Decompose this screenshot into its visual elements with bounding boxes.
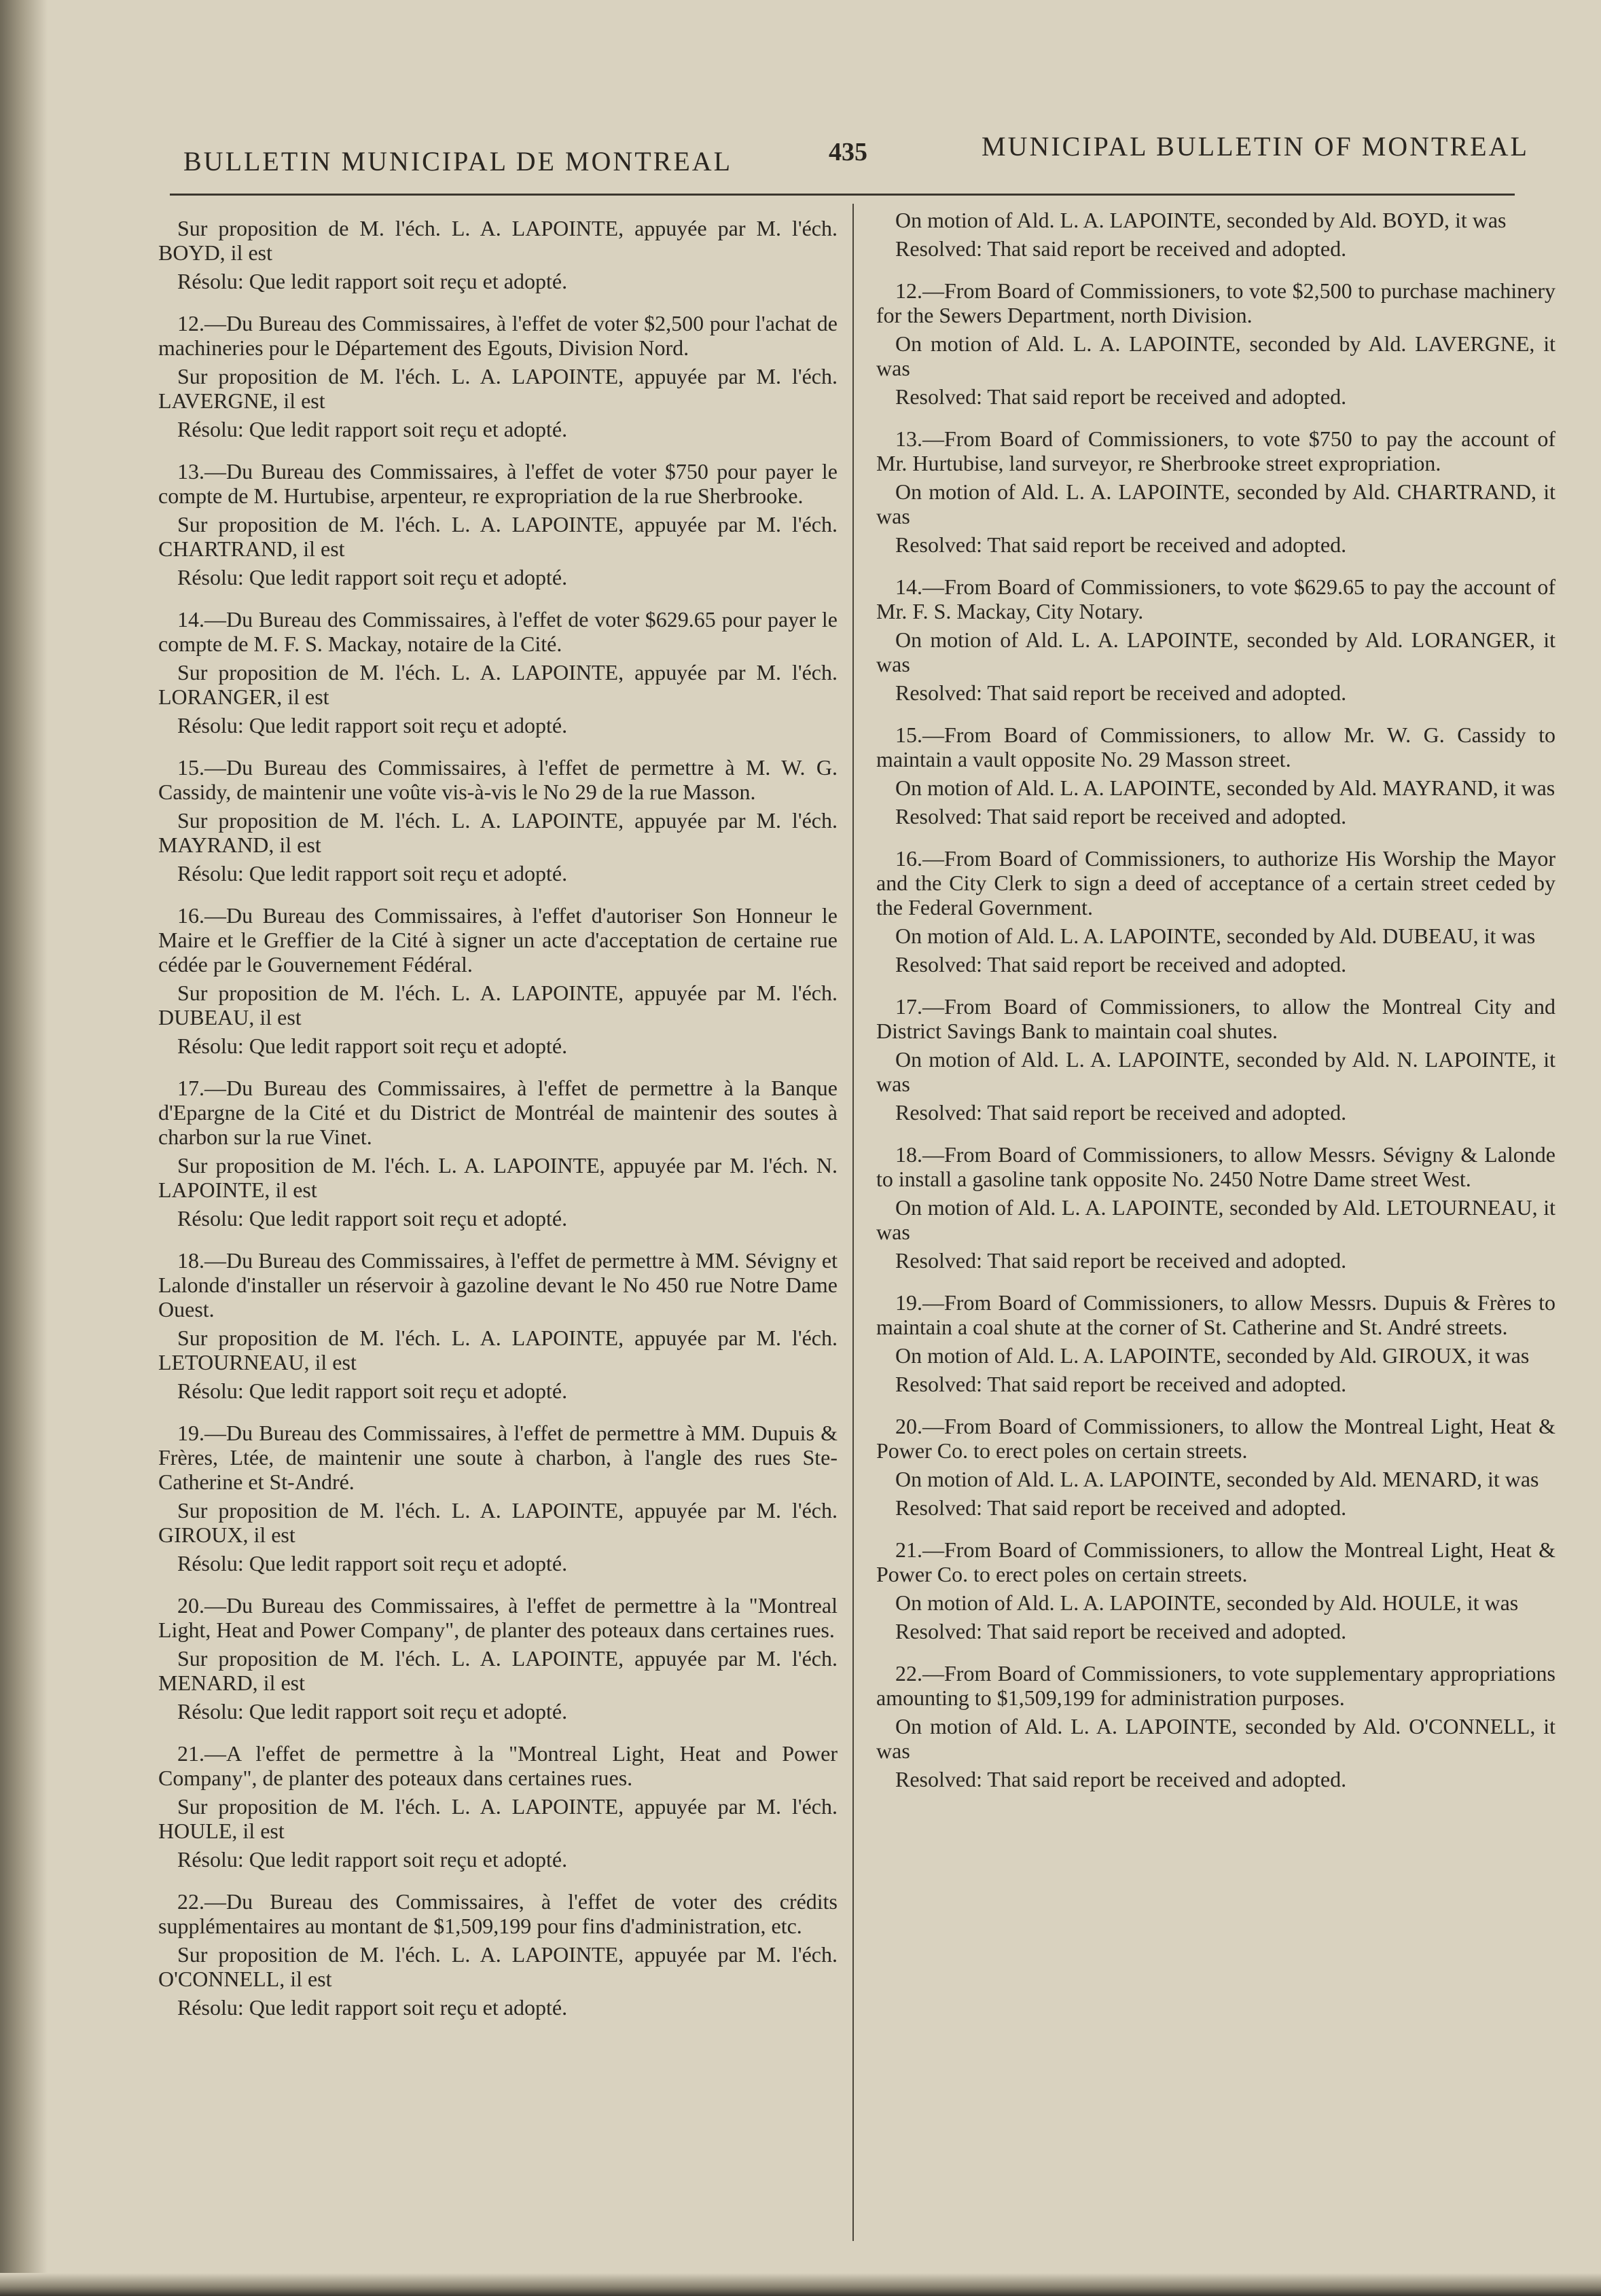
english-item (876, 426, 1555, 557)
item-heading: 19.—From Board of Commissioners, to allow Messrs. Dupuis & Frères to maintain a coal shute at the corner of St. Catherine and St. André streets. (876, 1290, 1555, 1339)
item-heading: 17.—From Board of Commissioners, to allow the Montreal City and District Savings Bank to maintain coal shutes. (876, 994, 1555, 1043)
page-number: 435 (829, 138, 867, 166)
item-resolution: Résolu: Que ledit rapport soit reçu et adopté. (177, 1847, 568, 1872)
page-gutter-shadow (0, 0, 48, 2296)
item-motion: Sur proposition de M. l'éch. L. A. LAPOINTE, appuyée par M. l'éch. MAYRAND, il est (158, 808, 838, 857)
item-heading: 14.—From Board of Commissioners, to vote $629.65 to pay the account of Mr. F. S. Mackay, City Notary. (876, 575, 1555, 623)
header-rule (170, 194, 1515, 196)
item-resolution: Resolved: That said report be received and adopted. (895, 1248, 1347, 1273)
item-resolution: Résolu: Que ledit rapport soit reçu et adopté. (177, 269, 568, 293)
item-heading: 13.—From Board of Commissioners, to vote $750 to pay the account of Mr. Hurtubise, land surveyor, re Sherbrooke street expropriation. (876, 426, 1555, 475)
item-resolution: Resolved: That said report be received and adopted. (895, 1495, 1347, 1520)
item-resolution: Résolu: Que ledit rapport soit reçu et adopté. (177, 1551, 568, 1575)
french-item (158, 1593, 838, 1724)
item-heading: 22.—Du Bureau des Commissaires, à l'effet de voter des crédits supplémentaires au montant de $1,509,199 pour fins d'administration, etc. (158, 1889, 838, 1938)
english-item (876, 1142, 1555, 1273)
english-item (876, 278, 1555, 409)
item-heading: 15.—Du Bureau des Commissaires, à l'effet de permettre à M. W. G. Cassidy, de maintenir une voûte vis-à-vis le No 29 de la rue Masson. (158, 755, 838, 804)
item-resolution: Résolu: Que ledit rapport soit reçu et adopté. (177, 1034, 568, 1058)
english-item (876, 1290, 1555, 1396)
item-heading: 21.—From Board of Commissioners, to allow the Montreal Light, Heat & Power Co. to erect poles on certain streets. (876, 1537, 1555, 1586)
french-item (158, 216, 838, 293)
french-item (158, 1421, 838, 1575)
page-bottom-shadow (0, 2273, 1601, 2296)
item-motion: On motion of Ald. L. A. LAPOINTE, seconded by Ald. DUBEAU, it was (895, 924, 1536, 948)
item-motion: Sur proposition de M. l'éch. L. A. LAPOINTE, appuyée par M. l'éch. LAVERGNE, il est (158, 364, 838, 413)
french-item (158, 1076, 838, 1231)
item-resolution: Résolu: Que ledit rapport soit reçu et adopté. (177, 1699, 568, 1724)
item-resolution: Résolu: Que ledit rapport soit reçu et adopté. (177, 1206, 568, 1231)
item-motion: On motion of Ald. L. A. LAPOINTE, seconded by Ald. MAYRAND, it was (895, 776, 1555, 800)
french-column (158, 216, 838, 2037)
item-motion: Sur proposition de M. l'éch. L. A. LAPOINTE, appuyée par M. l'éch. N. LAPOINTE, il est (158, 1153, 838, 1202)
item-motion: On motion of Ald. L. A. LAPOINTE, seconded by Ald. GIROUX, it was (895, 1343, 1530, 1368)
item-motion: Sur proposition de M. l'éch. L. A. LAPOINTE, appuyée par M. l'éch. O'CONNELL, il est (158, 1942, 838, 1991)
item-heading: 16.—From Board of Commissioners, to authorize His Worship the Mayor and the City Clerk to sign a deed of acceptance of a certain street ceded by the Federal Government. (876, 846, 1555, 919)
item-motion: On motion of Ald. L. A. LAPOINTE, seconded by Ald. O'CONNELL, it was (876, 1714, 1555, 1763)
item-motion: On motion of Ald. L. A. LAPOINTE, seconded by Ald. LORANGER, it was (876, 627, 1555, 676)
item-resolution: Resolved: That said report be received and adopted. (895, 1767, 1347, 1791)
english-item (876, 575, 1555, 705)
item-motion: Sur proposition de M. l'éch. L. A. LAPOINTE, appuyée par M. l'éch. DUBEAU, il est (158, 981, 838, 1029)
french-item (158, 1248, 838, 1403)
item-resolution: Resolved: That said report be received and adopted. (895, 236, 1347, 261)
item-heading: 16.—Du Bureau des Commissaires, à l'effet d'autoriser Son Honneur le Maire et le Greffier de la Cité à signer un acte d'acceptation de certaine rue cédée par le Gouvernement Fédéral. (158, 903, 838, 977)
item-motion: Sur proposition de M. l'éch. L. A. LAPOINTE, appuyée par M. l'éch. MENARD, il est (158, 1646, 838, 1695)
item-motion: Sur proposition de M. l'éch. L. A. LAPOINTE, appuyée par M. l'éch. BOYD, il est (158, 216, 838, 265)
item-motion: On motion of Ald. L. A. LAPOINTE, seconded by Ald. MENARD, it was (895, 1467, 1539, 1491)
item-motion: On motion of Ald. L. A. LAPOINTE, seconded by Ald. CHARTRAND, it was (876, 479, 1555, 528)
french-item (158, 459, 838, 589)
english-item (876, 1414, 1555, 1520)
item-resolution: Résolu: Que ledit rapport soit reçu et adopté. (177, 565, 568, 589)
item-resolution: Résolu: Que ledit rapport soit reçu et adopté. (177, 861, 568, 886)
item-resolution: Resolved: That said report be received and adopted. (895, 1100, 1347, 1125)
item-heading: 18.—From Board of Commissioners, to allow Messrs. Sévigny & Lalonde to install a gasoline tank opposite No. 2450 Notre Dame street West. (876, 1142, 1555, 1191)
french-item (158, 311, 838, 441)
item-resolution: Résolu: Que ledit rapport soit reçu et adopté. (177, 417, 568, 441)
item-heading: 18.—Du Bureau des Commissaires, à l'effet de permettre à MM. Sévigny et Lalonde d'installer un réservoir à gazoline devant le No 450 rue Notre Dame Ouest. (158, 1248, 838, 1322)
item-heading: 13.—Du Bureau des Commissaires, à l'effet de voter $750 pour payer le compte de M. Hurtubise, arpenteur, re expropriation de la rue Sherbrooke. (158, 459, 838, 508)
item-heading: 19.—Du Bureau des Commissaires, à l'effet de permettre à MM. Dupuis & Frères, Ltée, de maintenir une soute à charbon, à l'angle des rues Ste-Catherine et St-André. (158, 1421, 838, 1494)
english-item (876, 1661, 1555, 1791)
english-item (876, 208, 1555, 261)
item-heading: 12.—Du Bureau des Commissaires, à l'effet de voter $2,500 pour l'achat de machineries pour le Département des Egouts, Division Nord. (158, 311, 838, 360)
english-column (876, 208, 1555, 1809)
item-resolution: Résolu: Que ledit rapport soit reçu et adopté. (177, 1379, 568, 1403)
item-resolution: Resolved: That said report be received and adopted. (895, 1372, 1347, 1396)
item-heading: 22.—From Board of Commissioners, to vote supplementary appropriations amounting to $1,509,199 for administration purposes. (876, 1661, 1555, 1710)
item-resolution: Résolu: Que ledit rapport soit reçu et adopté. (177, 1995, 568, 2020)
item-resolution: Resolved: That said report be received and adopted. (895, 804, 1347, 828)
item-motion: Sur proposition de M. l'éch. L. A. LAPOINTE, appuyée par M. l'éch. LETOURNEAU, il est (158, 1326, 838, 1374)
item-motion: On motion of Ald. L. A. LAPOINTE, seconded by Ald. BOYD, it was (895, 208, 1507, 232)
item-heading: 15.—From Board of Commissioners, to allow Mr. W. G. Cassidy to maintain a vault opposite No. 29 Masson street. (876, 723, 1555, 771)
french-item (158, 1889, 838, 2020)
french-item (158, 1741, 838, 1872)
english-item (876, 846, 1555, 977)
item-motion: On motion of Ald. L. A. LAPOINTE, seconded by Ald. LAVERGNE, it was (876, 331, 1555, 380)
item-resolution: Resolved: That said report be received and adopted. (895, 384, 1347, 409)
item-motion: On motion of Ald. L. A. LAPOINTE, seconded by Ald. N. LAPOINTE, it was (876, 1047, 1555, 1096)
item-resolution: Résolu: Que ledit rapport soit reçu et adopté. (177, 713, 568, 737)
english-item (876, 994, 1555, 1125)
header-title-french: BULLETIN MUNICIPAL DE MONTREAL (183, 146, 733, 177)
item-motion: Sur proposition de M. l'éch. L. A. LAPOINTE, appuyée par M. l'éch. CHARTRAND, il est (158, 512, 838, 561)
item-heading: 17.—Du Bureau des Commissaires, à l'effet de permettre à la Banque d'Epargne de la Cité et du District de Montréal de maintenir des soutes à charbon sur la rue Vinet. (158, 1076, 838, 1149)
item-motion: Sur proposition de M. l'éch. L. A. LAPOINTE, appuyée par M. l'éch. HOULE, il est (158, 1794, 838, 1843)
column-divider (852, 204, 854, 2241)
item-resolution: Resolved: That said report be received and adopted. (895, 680, 1347, 705)
item-heading: 14.—Du Bureau des Commissaires, à l'effet de voter $629.65 pour payer le compte de M. F. S. Mackay, notaire de la Cité. (158, 607, 838, 656)
english-item (876, 1537, 1555, 1643)
english-item (876, 723, 1555, 828)
item-motion: Sur proposition de M. l'éch. L. A. LAPOINTE, appuyée par M. l'éch. LORANGER, il est (158, 660, 838, 709)
page-header (163, 130, 1529, 192)
item-resolution: Resolved: That said report be received and adopted. (895, 532, 1347, 557)
item-heading: 21.—A l'effet de permettre à la "Montreal Light, Heat and Power Company", de planter des poteaux dans certaines rues. (158, 1741, 838, 1790)
item-motion: On motion of Ald. L. A. LAPOINTE, seconded by Ald. LETOURNEAU, it was (876, 1195, 1555, 1244)
item-motion: Sur proposition de M. l'éch. L. A. LAPOINTE, appuyée par M. l'éch. GIROUX, il est (158, 1498, 838, 1547)
item-motion: On motion of Ald. L. A. LAPOINTE, seconded by Ald. HOULE, it was (895, 1590, 1519, 1615)
french-item (158, 607, 838, 737)
item-resolution: Resolved: That said report be received and adopted. (895, 1619, 1347, 1643)
item-heading: 20.—From Board of Commissioners, to allow the Montreal Light, Heat & Power Co. to erect poles on certain streets. (876, 1414, 1555, 1463)
item-heading: 12.—From Board of Commissioners, to vote $2,500 to purchase machinery for the Sewers Department, north Division. (876, 278, 1555, 327)
item-heading: 20.—Du Bureau des Commissaires, à l'effet de permettre à la "Montreal Light, Heat and Power Company", de planter des poteaux dans certaines rues. (158, 1593, 838, 1642)
header-title-english: MUNICIPAL BULLETIN OF MONTREAL (982, 131, 1529, 162)
french-item (158, 755, 838, 886)
item-resolution: Resolved: That said report be received and adopted. (895, 952, 1347, 977)
french-item (158, 903, 838, 1058)
